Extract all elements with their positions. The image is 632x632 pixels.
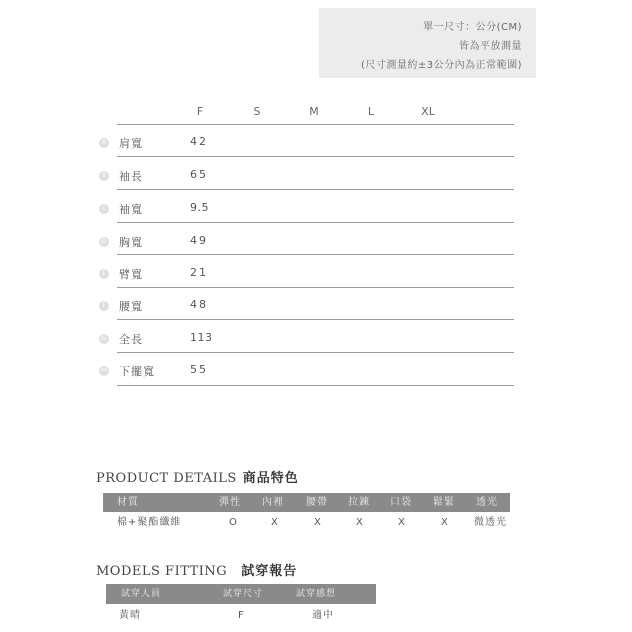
size-header-row xyxy=(0,105,632,121)
row-divider xyxy=(117,385,514,386)
header-zipper: 拉鍊 xyxy=(348,497,370,508)
value-model: 黃晴 xyxy=(119,610,141,621)
row-label-shoulder: 肩寬 xyxy=(119,137,143,150)
row-value-sleeve-length: 65 xyxy=(190,168,208,181)
row-badge-d: D xyxy=(99,237,109,247)
row-label-hem: 下擺寬 xyxy=(119,365,155,378)
header-size-tried: 試穿尺寸 xyxy=(223,589,264,599)
header-material: 材質 xyxy=(117,497,139,508)
row-value-hem: 55 xyxy=(190,363,208,376)
measurement-note xyxy=(319,8,536,78)
row-value-shoulder: 42 xyxy=(190,135,208,148)
product-details-title-zh: 商品特色 xyxy=(242,471,299,486)
product-details-header xyxy=(103,493,510,512)
models-fitting-title-en: MODELS FITTING xyxy=(96,564,228,579)
product-details-title xyxy=(96,467,299,486)
header-sheerness: 透光 xyxy=(476,497,498,508)
row-label-total-length: 全長 xyxy=(119,333,143,346)
product-details-title-en: PRODUCT DETAILS xyxy=(96,471,237,486)
value-elasticity: O xyxy=(229,517,238,528)
row-badge-h: H xyxy=(99,366,109,376)
header-belt: 腰帶 xyxy=(306,497,328,508)
header-feedback: 試穿感想 xyxy=(296,589,337,599)
row-value-total-length: 113 xyxy=(190,331,213,344)
header-drawstring: 鬆緊 xyxy=(433,497,455,508)
row-divider xyxy=(117,189,514,190)
value-drawstring: X xyxy=(441,517,449,528)
value-lining: X xyxy=(271,517,279,528)
row-badge-b: B xyxy=(99,171,109,181)
size-col-s: S xyxy=(253,105,261,118)
size-header-divider xyxy=(117,124,514,125)
row-value-arm: 21 xyxy=(190,266,208,279)
value-feedback: 適中 xyxy=(312,610,334,621)
row-label-waist: 腰寬 xyxy=(119,300,143,313)
value-belt: X xyxy=(314,517,322,528)
value-sheerness: 微透光 xyxy=(474,517,507,528)
size-col-m: M xyxy=(309,105,319,118)
row-label-sleeve-width: 袖寬 xyxy=(119,203,143,216)
value-zipper: X xyxy=(356,517,364,528)
header-pocket: 口袋 xyxy=(390,497,412,508)
note-tolerance: (尺寸測量約±3公分內為正常範圍) xyxy=(360,60,522,71)
row-divider xyxy=(117,352,514,353)
note-unit: 單一尺寸：公分(CM) xyxy=(423,22,522,33)
row-badge-e: E xyxy=(99,269,109,279)
row-divider xyxy=(117,319,514,320)
row-value-chest: 49 xyxy=(190,234,208,247)
row-divider xyxy=(117,156,514,157)
row-label-arm: 臂寬 xyxy=(119,268,143,281)
row-value-waist: 48 xyxy=(190,298,208,311)
size-col-l: L xyxy=(367,105,375,118)
header-lining: 內裡 xyxy=(262,497,284,508)
models-fitting-header xyxy=(106,584,376,604)
header-model: 試穿人員 xyxy=(121,589,162,599)
value-material: 棉+聚酯纖維 xyxy=(117,517,182,528)
value-size-tried: F xyxy=(238,610,245,621)
row-badge-f: F xyxy=(99,301,109,311)
models-fitting-title xyxy=(96,560,297,579)
header-elasticity: 彈性 xyxy=(219,497,241,508)
row-value-sleeve-width: 9.5 xyxy=(190,201,209,214)
size-col-f: F xyxy=(196,105,204,118)
note-method: 皆為平放測量 xyxy=(459,41,522,52)
row-divider xyxy=(117,287,514,288)
models-fitting-title-zh: 試穿報告 xyxy=(241,564,298,579)
row-badge-g: G xyxy=(99,334,109,344)
row-divider xyxy=(117,254,514,255)
value-pocket: X xyxy=(398,517,406,528)
row-divider xyxy=(117,222,514,223)
row-label-sleeve-length: 袖長 xyxy=(119,170,143,183)
row-badge-a: A xyxy=(99,138,109,148)
row-badge-c: C xyxy=(99,204,109,214)
row-label-chest: 胸寬 xyxy=(119,236,143,249)
size-col-xl: XL xyxy=(421,105,435,118)
